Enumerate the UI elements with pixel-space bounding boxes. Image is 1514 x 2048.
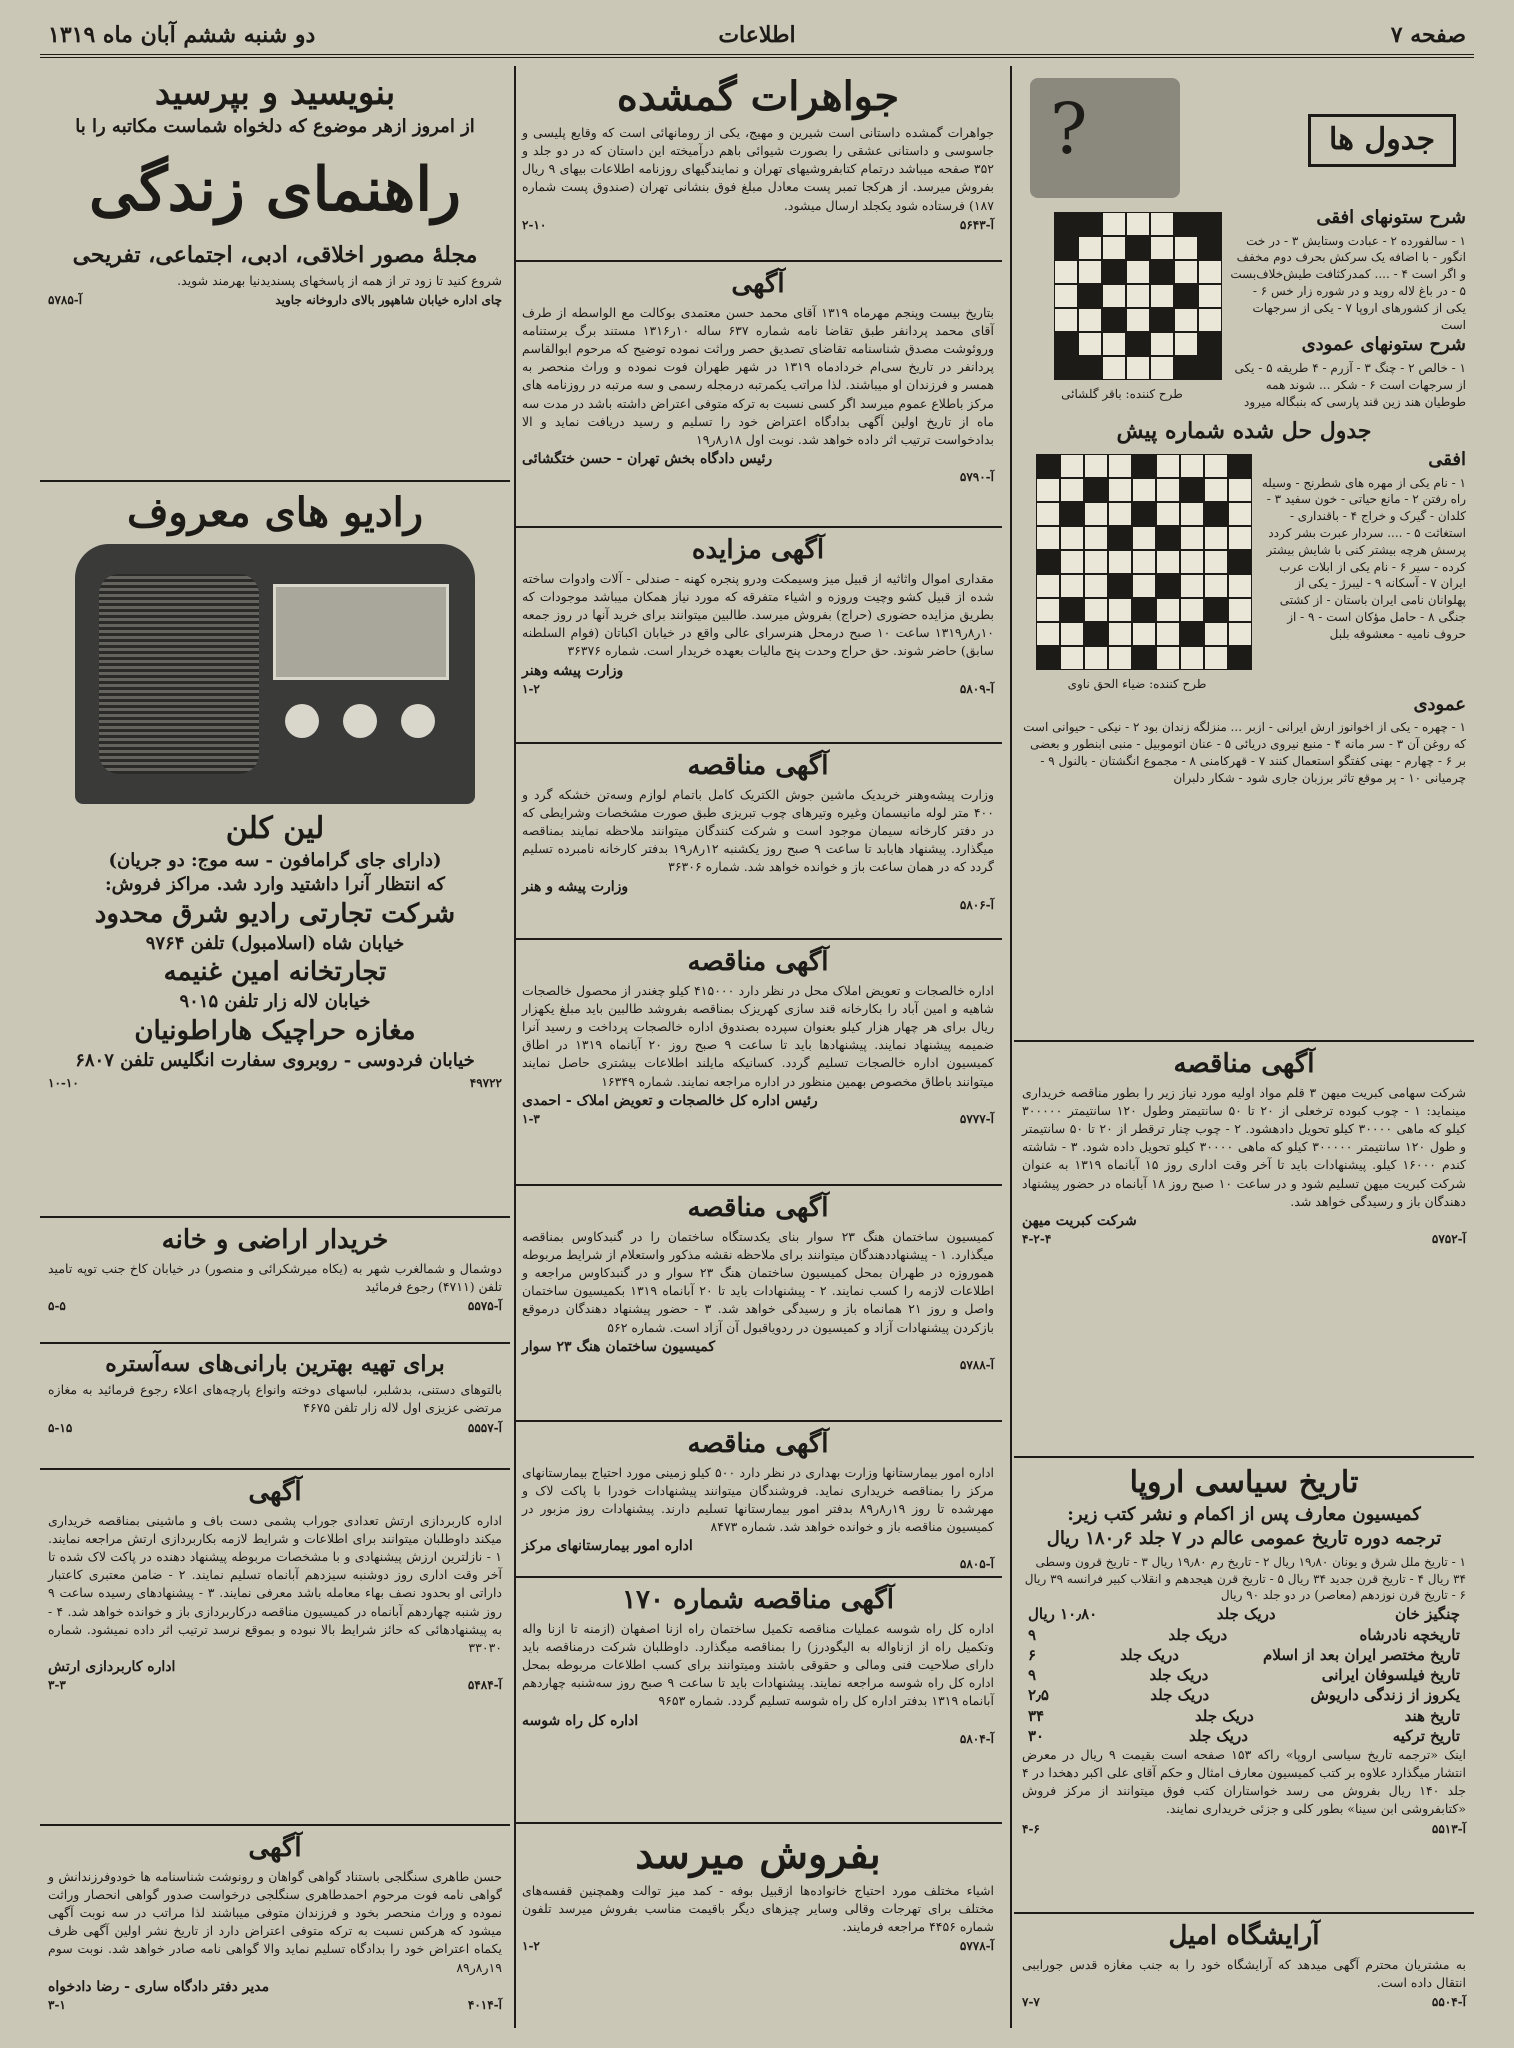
ad-code: آ-۵۶۴۳ [959, 217, 994, 232]
solved-crossword-title: جدول حل شده شماره پیش [1116, 417, 1372, 444]
book-name: چنگیز خان [1395, 1605, 1460, 1624]
ad-body: اداره کاربردازی ارتش تعدادی جوراب پشمی دست باف و ماشینی بمناقصه خریداری میکند داوطلبان میتوانند برای اطلاعات و شرایط لازمه بکاربردازی ارتش مراجعه نمایند. ۱ - نازلترین ارزش پیشنهادی و با مشخصات مربوطه پیشنهاد دهنده در پاکت لاک شده تا آخر وقت اداری روز دوشنبه سیزدهم آبانماه تسلیم نمایند. ۲ - ضامن معتبری کاعتبار داراتی او بحدود نصف بهاء معامله باشد معرفی نمایند. ۳ - پیشنهادهای رسیده ساعت ۹ روز شنبه چهاردهم آبانماه در کمیسیون مناقصه درکاربردازی باز و خوانده خواهد شد. ۴ - به پیشنهادهائی که حائز شرایط بالا نبوده و بموقع نرسد ترتیب اثر داده نمیشود. شماره ۳۳۰۳۰ [48, 1512, 503, 1655]
ad-title: آگهی مناقصه [687, 947, 829, 977]
ad-title: آگهی مناقصه شماره ۱۷۰ [622, 1585, 894, 1615]
ad-body: شرکت سهامی کبریت میهن ۳ قلم مواد اولیه مورد نیاز زیر را بطور مناقصه خریداری مینماید: ۱ - چوب کبوده ترخعلی از ۲۰ تا ۵۰ سانتیمتر وطول ۱۲۰ سانتیمتر ۳۰۰۰۰۰ کیلو که ماهی ۳۰۰۰۰ کیلو تحویل دادهشود. ۲ - چوب چنار ترقطر از ۲۰ تا ۵۰ سانتیمتر و طول ۱۲۰ سانتیمتر ۳۰۰۰۰۰ کیلو که ماهی ۳۰۰۰۰ کیلو تحویل داده شود. ۳ - شاشته کندم ۱۶۰۰۰ کیلو. پیشنهادات باید تا آخر وقت اداری روز ۱۵ آبانماه ۱۳۱۹ به عنوان شرکت کبریت میهن تسلیم شود و در ساعت ۱۰ صبح روز ۱۸ آبانماه در حضور پیشنهاد دهندگان باز و رسیدگی خواهد شد. [1022, 1084, 1467, 1209]
ad-code-2: ۲-۱۰ [522, 217, 547, 232]
book-price: ۳۴ [1028, 1706, 1045, 1725]
ad-code: آ-۵۸۰۵ [959, 1557, 994, 1572]
ad-title: تاریخ سیاسی اروپا [1129, 1465, 1359, 1500]
ad-line-1: ترجمه دوره تاریخ عمومی عالم در ۷ جلد ۶ر۱۸۰ ریال [1046, 1528, 1442, 1550]
ad-body: اشیاء مختلف مورد احتیاج خانواده‌ها ازقبیل بوفه - کمد میز توالت وهمچنین قفسه‌های مختلف برای تهرجات وقالی وسایر چیزهای دیگر باقیمت مناسب بفروش میرسد تلفون شماره ۴۴۵۶ مراجعه فرمایند. [522, 1883, 994, 1935]
ad-signature: رئیس اداره کل خالصجات و تعویض املاک - احمدی [522, 1092, 818, 1109]
ad-code: آ-۵۷۷۸ [959, 1939, 994, 1954]
book-row [1022, 1665, 1466, 1685]
ad-code: آ-۵۵۰۴ [1431, 1995, 1466, 2010]
ad-code-2: ۱-۲ [522, 1939, 540, 1954]
ad-code: آ-۵۵۷۵ [467, 1299, 502, 1314]
horizontal-clues-title: شرح ستونهای افقی [1316, 207, 1466, 228]
ad-title: بنویسید و بپرسید [154, 73, 396, 113]
ad-body: بالتوهای دستنی، بدشلبر، لباسهای دوخته وانواع پارچه‌های اعلاء رجوع فرمائید به مغازه مرتضی عزیزی اول لاله زار تلفن ۴۶۷۵ [48, 1382, 502, 1416]
ad-title: آگهی مزایده [691, 535, 825, 565]
ad-code-2: ۳-۱ [48, 1997, 66, 2012]
ad-code: آ-۵۸۰۴ [959, 1731, 994, 1746]
book-vol: دریک جلد [1120, 1645, 1179, 1664]
book-vol: دریک جلد [1216, 1605, 1276, 1624]
ad-body: اداره خالصجات و تعویض املاک محل در نظر دارد ۴۱۵۰۰۰ کیلو چغندر از محصول خالصجات شاهیه و امین آباد را بکارخانه قند سازی کهریزک بمناقصه بفروشد طالبین باید مبلغ یکهزار ریال برای هر چهار هزار کیلو بعنوان سپرده بصندوق اداره خالصجات پرداخت و رسید آنرا ضمیمه پیشنهاد نمایند. پیشنهادها باید تا ساعت ۹ صبح روز ۲۰ آبانماه ۱۳۱۹ در اطاق کمیسیون اداره خالصجات تسلیم گردد. کسانیکه مایلند اطلاعات بیشتری حاصل نمایند میتوانند باطاق مخصوص بهمین منظور در اداره مراجعه نمایند. شماره ۱۶۳۴۹ [522, 982, 995, 1089]
radio-address-3: خیابان فردوسی - روبروی سفارت انگلیس تلفن ۶۸۰۷ [75, 1049, 475, 1071]
ad-body: کمیسیون ساختمان هنگ ۲۳ سوار بنای یکدستگاه ساختمان را در گنبدکاوس بمناقصه میگذارد. ۱ - پیشنهاددهندگان میتوانند برای ملاحظه نقشه مذکور واستعلام از شرایط مربوطه هموروزه در طهران بمحل کمیسیون ساختمان هنگ ۲۳ سوار و در گنبدکاوس مراجعه و اطلاعات لازمه را کسب نمایند. ۲ - پیشنهادات باید تا ۲۰ آبانماه ۱۳۱۹ بکمیسیون ساختمان واصل و روز ۲۱ همانماه باز و رسیدگی خواهد شد. ۳ - حضور پیشنهاد دهندگان درموقع بازکردن پیشنهادات آزاد و کمیسیون در ردویاقبول آن آزاد است. شماره ۵۶۲ [522, 1228, 995, 1335]
ad-army-socks [40, 1470, 510, 1826]
book-price-list [1022, 1604, 1466, 1746]
ad-subtitle: از امروز ازهر موضوع که دلخواه شماست مکاتبه را با [75, 116, 475, 138]
ad-line-2: ۱ - تاریخ ملل شرق و یونان ۱۹٫۸۰ ریال ۲ - تاریخ رم ۱۹٫۸۰ ریال ۳ - تاریخ قرون وسطی ۳۴ ریال ۴ - تاریخ قرن جدید ۳۴ ریال ۵ - تاریخ قرن هیجدهم و انقلاب کبیر فرانسه ۳۹ ریال ۶ - تاریخ قرن نوزدهم (معاصر) در دو جلد ۹۰ ریال [1024, 1554, 1466, 1603]
ad-inheritance-notice [40, 1826, 510, 2020]
ad-barber-shop [1014, 1914, 1474, 2017]
crossword-section [1014, 66, 1474, 1042]
ad-code: آ-۵۷۹۰ [959, 469, 994, 484]
radio-knobs [285, 704, 435, 744]
radio-company-1: شرکت تجارتی رادیو شرق محدود [94, 898, 456, 929]
magazine-name: راهنمای زندگی [89, 154, 461, 225]
ad-code: آ-۵۸۰۹ [959, 681, 994, 696]
radio-dial [273, 584, 449, 680]
newspaper-name: اطلاعات [718, 22, 796, 48]
book-vol: دریک جلد [1149, 1666, 1209, 1685]
book-name: تاریخ هند [1404, 1706, 1460, 1725]
crossword-cartoon-image: ? [1030, 78, 1180, 198]
ad-tender-welding-machine [514, 744, 1002, 940]
ad-europe-history-books [1014, 1458, 1474, 1914]
book-row [1022, 1706, 1466, 1726]
ad-title: بفروش میرسد [635, 1831, 881, 1878]
radio-image [75, 544, 475, 804]
book-name: تاریخچه نادرشاه [1359, 1625, 1460, 1644]
radio-brand: لین کلن [225, 811, 325, 846]
radio-company-3: مغازه حراچیک هاراطونیان [134, 1016, 416, 1047]
ad-title: آگهی مناقصه [1173, 1049, 1315, 1079]
book-price: ۶ [1028, 1645, 1037, 1664]
page-number: صفحه ۷ [1390, 22, 1466, 48]
ad-code-2: ۵-۱۵ [48, 1420, 73, 1435]
vertical-clues-title: شرح ستونهای عمودی [1301, 334, 1466, 356]
ad-lost-jewels-novel [514, 66, 1002, 262]
solved-vertical-title: عمودی [1413, 693, 1466, 715]
page-header [40, 18, 1474, 58]
ad-signature: اداره کاربردازی ارتش [48, 1658, 176, 1675]
crossword-grid [1022, 212, 1222, 380]
ad-title: آگهی مناقصه [687, 1429, 829, 1459]
ad-signature: اداره کل راه شوسه [522, 1712, 639, 1729]
ad-code: آ-۴۰۱۴ [467, 1997, 502, 2012]
ad-code: آ-۵۵۵۷ [467, 1420, 502, 1435]
ad-title: آگهی [248, 1477, 302, 1507]
ad-subtitle: کمیسیون معارف پس از اکمام و نشر کتب زیر: [1067, 1503, 1421, 1525]
ad-tender-hospitals [514, 1422, 1002, 1578]
ad-code: آ-۵۷۵۲ [1431, 1231, 1466, 1246]
radio-address-1: خیابان شاه (اسلامبول) تلفن ۹۷۶۴ [145, 932, 405, 954]
column-divider [1010, 66, 1012, 2028]
left-column [40, 66, 510, 2028]
ad-title: خریدار اراضی و خانه [161, 1225, 389, 1255]
book-name: تاریخ فیلسوفان ایرانی [1321, 1666, 1460, 1685]
ad-signature: اداره امور بیمارستانهای مرکز [522, 1538, 693, 1555]
ad-signature: شرکت کبریت میهن [1022, 1212, 1137, 1229]
ad-title: برای تهیه بهترین بارانی‌های سه‌آستره [105, 1351, 445, 1377]
book-price: ۹ [1028, 1666, 1037, 1685]
solved-horizontal-title: افقی [1428, 448, 1466, 470]
ad-body: مقداری اموال واثاثیه از قبیل میز وسیمکت ودرو پنجره کهنه - صندلی - آلات وادوات ساخته شده از قبیل کشو وچیت وروزه و اشیاء متفرقه که مورد نیاز همکان میباشد موجودات که بطریق مزایده حضوری (حراج) بفروش میرسد. طالبین میتوانند برای خرید آنها در روز جمعه ۱۰ر۸ر۱۳۱۹ ساعت ۱۰ صبح درمحل هنرسرای عالی واقع در خیابان اکباتان (فوام السلطنه سابق) حاضر شوند. حق حراج وحدت پنج مالیات بعهده خریدار است. شماره ۳۶۳۷۶ [522, 570, 994, 659]
ad-title: جواهرات گمشده [616, 73, 900, 120]
ad-body: به مشتریان محترم آگهی میدهد که آرایشگاه خود را به جنب مغازه قدس جوراببی انتقال داده است. [1022, 1956, 1466, 1991]
ad-body: وزارت پیشه‌وهنر خریدیک ماشین جوش الکتریک کامل باتمام لوازم وسه‌تن خشکه گرد و ۴۰۰ متر لوله مانیسمان وغیره وتیرهای چوب تبریزی طبق صورت مشخصات وشرایطی که در دفتر کارخانه سیمان موجود است و شرکت کنندگان میتوانند ملاحظه نمایند بمناقصه میگذارد. پیشنهاد هابابد تا ساعت ۹ صبح روز یکشنبه ۱۲ر۸ر۱۹ بدفتر کارخانه نامبرده تسلیم گردد که در همان ساعت باز و خوانده خواهد شد. شماره ۳۶۳۰۶ [522, 786, 994, 875]
radio-line: که انتظار آنرا داشتید وارد شد. مراکز فروش: [105, 874, 445, 896]
middle-column [514, 66, 1002, 2028]
magazine-subtitle: مجلهٔ مصور اخلاقی، ادبی، اجتماعی، تفریحی [72, 241, 478, 268]
ad-code-2: ۱-۲ [522, 681, 540, 696]
ad-code-2: ۷-۷ [1022, 1995, 1040, 2010]
ad-signature: کمیسیون ساختمان هنگ ۲۳ سوار [522, 1338, 716, 1355]
ad-code: آ-۵۸۰۶ [959, 897, 994, 912]
ad-body: بتاریخ بیست وپنجم مهرماه ۱۳۱۹ آقای محمد حسن معتمدی بوکالت مع الواسطه از طرف آقای محمد پردانفر طبق تقاضا نامه شماره ۶۳۷ ساله ۱۰ر۱۳۱۶ مستند برگ برستنامه وروئوشت مصدق شناسنامه تقاضای تصدیق حصر وراثت نموده توضیح که مرحوم ابوالقاسم پردانفر در تاریخ سی‌ام خردادماه ۱۳۱۹ در شهر طهران فوت نموده و وراث منحصر به همسر و فرزندان او میباشند. لذا مراتب یکمرتبه درمجله رسمی و سه مرتبه در روزنامه های مرکز باطلاع عموم میرسد اگر کسی نسبت به ترکه متوفی اعتراض داشته باشد در مدت سه ماه از تاریخ اولین آگهی بدادگاه اعتراض خود را تسلیم و رسید دریافت نماید و الا بدادخواست ترتیب اثر داده خواهد شد. نوبت اول ۱۸ر۸ر۱۹ [522, 304, 995, 447]
book-price: ۱۰٫۸۰ ریال [1028, 1605, 1098, 1624]
ad-life-guide-magazine [40, 66, 510, 482]
ad-auction [514, 528, 1002, 744]
ad-code: آ-۵۵۱۳ [1431, 1821, 1466, 1836]
book-price: ۲٫۵ [1028, 1686, 1049, 1705]
ad-code: آ-۵۴۸۴ [467, 1677, 502, 1692]
ad-code: آ-۵۷۸۵ [48, 293, 83, 308]
ad-tender-170-road [514, 1578, 1002, 1824]
ad-court-notice [514, 262, 1002, 528]
solved-vertical-clues: ۱ - چهره - یکی از اخوانوز ارش ایرانی - ازبر ... منزلگه زندان بود ۲ - نیکی - حیوانی است که روغن آن ۳ - سر مانه ۴ - منبع نیروی دریائی ۵ - عنان اتوموبیل - منبی ابنطور و بعضی بر ۶ - چهارم - بهنی کفتگو استعمال کنند ۷ - قهرکامنی ۸ - مجموع انگشتان - بالنول ۹ - چرمیانی ۱۰ - پر موقع تاثر برزبان جاری شود - شکار دلبران [1023, 720, 1466, 785]
ad-title: آرایشگاه امیل [1168, 1921, 1320, 1951]
ad-body: اینک «ترجمه تاریخ سیاسی اروپا» راکه ۱۵۳ صفحه است بقیمت ۹ ریال در معرض انتشار میگذارد علاوه بر کتب کمیسیون معارف امثال و حکم آقای علی اکبر دهخدا در ۴ جلد ۱۴۰ ریال بفروش می رسد خواستاران کتب فوق میتوانند از مرکز فروش «کتابفروشی ابن سینا» بطور کلی و جزئی خریداری نمایند. [1022, 1747, 1467, 1817]
ad-address: چای اداره خیابان شاهپور بالای داروخانه جاوید [275, 293, 502, 308]
ad-for-sale [514, 1824, 1002, 1961]
ad-signature: وزارت پیشه و هنر [522, 878, 629, 895]
ad-tender-beets [514, 940, 1002, 1186]
book-price: ۹ [1028, 1625, 1037, 1644]
ad-code: ۴۹۷۲۲ [469, 1075, 502, 1090]
ad-code-2: ۴-۶ [1022, 1821, 1040, 1836]
ad-code-2: ۴-۲-۴ [1022, 1231, 1052, 1246]
solved-crossword-designer: طرح کننده: ضیاء الحق ناوی [1067, 676, 1207, 691]
ad-signature: مدیر دفتر دادگاه ساری - رضا دادخواه [48, 1978, 270, 1995]
ad-code-2: ۵-۵ [48, 1299, 66, 1314]
solved-horizontal-clues: ۱ - نام یکی از مهره های شطرنج - وسیله راه رفتن ۲ - مانع حیاتی - خون سفید ۳ - کلدان - گیرک و خراج ۴ - باقنداری - استغاثت ۵ - .... سردار عبرت بشر کردد پرسش هرچه بیشتر کنی با شایش بیشتر کرده - سیر ۶ - نام یکی از ابلات عرب ایران ۷ - آسکانه ۹ - لیبرژ - یکی از پهلوانان نامی ایران باستان - از کشتی جنگی ۸ - حامل مؤکان است - ۹ - از حروف نامیه - معشوقه بلبل [1261, 475, 1466, 641]
issue-date: دو شنبه ششم آبان ماه ۱۳۱۹ [48, 22, 316, 48]
ad-title: آگهی [248, 1833, 302, 1863]
ad-tender-match-company [1014, 1042, 1474, 1458]
radio-address-2: خیابان لاله زار تلفن ۹۰۱۵ [179, 991, 371, 1013]
book-name: یکروز از زندگی داریوش [1310, 1686, 1460, 1705]
ad-title: آگهی مناقصه [687, 751, 829, 781]
ad-signature: وزارت پیشه وهنر [522, 662, 624, 679]
ad-code-2: ۱۰-۱۰ [48, 1075, 79, 1090]
ad-body: حسن طاهری سنگلجی باستناد گواهی گواهان و رونوشت شناسنامه ها خودوفرزندانش و گواهی نامه فوت مرحوم احمدطاهری سنگلجی درخواست صدور گواهی انحصار وراثت نموده و وراث منحصر بخود و فرزندان متوفی میباشند لذا مراتب در سه نوبت آگهی میشود که هرکس نسبت به ترکه متوفی اعتراض دارد از تاریخ نشر اولین آگهی ظرف یکماه اعتراض خود را بدادگاه تسلیم نماید والا گواهی نامه صادر خواهد شد. نوبت سوم ۱۹ر۸ر۸۹ [48, 1868, 502, 1975]
ad-body: جواهرات گمشده داستانی است شیرین و مهیج، یکی از رومانهائی است که وقایع پلیسی و جاسوسی و داستانی عشقی را بصورت شیوائی باهم درآمیخته این داستان که در دو جلد و ۳۵۲ صفحه میباشد درتمام کتابفروشیهای تهران و نمایندگیهای روزنامه اطلاعات بیهای ۹ ریال بفروش میرسد. از هرکجا تمبر پست معادل مبلغ فوق بنشانی تهران (صندوق پست شماره ۱۸۷) فرستاده شود یکجلد ارسال میشود. [522, 125, 995, 213]
book-row [1022, 1645, 1466, 1665]
book-vol: دریک جلد [1150, 1686, 1210, 1705]
ad-body: اداره امور بیمارستانها وزارت بهداری در نظر دارد ۵۰۰ کیلو زمینی مورد احتیاج بیمارستانهای مرکز را بمناقصه خریداری نماید. فروشندگان میتوانند پیشنهادات خودرا با پاکت لاک و مهرشده تا روز ۱۹ر۸ر۸۹ بدفتر امور بیمارستانها تسلیم دارند. پیشنهادات روز مزبور در کمیسیون مناقصه باز و خوانده خواهد شد. شماره ۸۴۷۳ [522, 1464, 995, 1535]
right-column [1014, 66, 1474, 2028]
crossword-designer: طرح کننده: باقر گلشائی [1061, 387, 1183, 401]
ad-body: اداره کل راه شوسه عملیات مناقصه تکمیل ساختمان راه ازنا اصفهان (ازمنه تا ازنا واله وتکمیل راه از ازناواله به الیگودرز) را بمناقصه میگذارد. داوطلبان شرکت درمناقصه باید دارای صلاحیت فنی ومالی و حقوقی باشند ومیتوانند برای کسب اطلاعات مربوطه بمحل اداره کل راه شوسه مراجعه نمایند. پیشنهادات باید تا ساعت ۹ صبح روز سه‌شنبه چهاردهم آبانماه ۱۳۱۹ بدفتر اداره کل راه شوسه تسلیم گردد. شماره ۹۶۵۳ [522, 1620, 995, 1709]
crossword-title: جدول ها [1308, 114, 1456, 167]
radio-speaker-grille [99, 574, 259, 774]
ad-body: شروع کنید تا زود تر از همه از پاسخهای پسندیدنیا بهرمند شوید. [177, 273, 502, 289]
ad-raincoats [40, 1344, 510, 1470]
book-row [1022, 1625, 1466, 1645]
book-row [1022, 1604, 1466, 1624]
ad-radio [40, 482, 510, 1218]
horizontal-clues: ۱ - سالفورده ۲ - عبادت وستایش ۳ - در خت انگور - با اضافه یک سرکش بحرف دوم مخفف و اگر است ۴ - .... کمدرکثافت طیش‌خلاف‌بست ۵ - در باغ لاله روید و در شوره زار خس ۶ - یکی از کشورهای اروپا ۷ - یکی از سرجهات است [1230, 233, 1466, 332]
radio-company-2: تجارتخانه امین غنیمه [163, 957, 387, 988]
ad-code-2: ۱-۳ [522, 1111, 540, 1126]
vertical-clues: ۱ - خالص ۲ - چنگ ۳ - آزرم - ۴ طریقه ۵ - یکی از سرجهات است ۶ - شکر ... شوند همه طوطیان هند زین قند پارسی که بنبگاله میرود [1234, 361, 1466, 409]
book-row [1022, 1726, 1466, 1746]
book-vol: دریک جلد [1168, 1625, 1228, 1644]
ad-land-buyer [40, 1218, 510, 1344]
ad-title: آگهی [731, 269, 785, 299]
book-row [1022, 1685, 1466, 1705]
ad-code: آ-۵۷۷۷ [959, 1111, 994, 1126]
solved-crossword-grid [1022, 454, 1252, 670]
ad-body: دوشمال و شمالغرب شهر به (یکاه میرشکرائی و منصور) در خیابان کاخ جنب توپه تامید تلفن (۴۷۱۱) رجوع فرمائید [48, 1260, 502, 1295]
ad-code-2: ۳-۳ [48, 1677, 66, 1692]
ad-title: رادیو های معروف [126, 489, 424, 536]
ad-tender-building [514, 1186, 1002, 1422]
book-name: تاریخ ترکیه [1392, 1726, 1460, 1745]
radio-spec: (دارای جای گرامافون - سه موج: دو جریان) [108, 849, 442, 871]
book-name: تاریخ مختصر ایران بعد از اسلام [1263, 1645, 1460, 1664]
book-price: ۳۰ [1028, 1726, 1045, 1745]
book-vol: دریک جلد [1194, 1706, 1254, 1725]
book-vol: دریک جلد [1189, 1726, 1248, 1745]
ad-title: آگهی مناقصه [687, 1193, 829, 1223]
ad-signature: رئیس دادگاه بخش تهران - حسن ختگشائی [522, 450, 773, 467]
ad-code: آ-۵۷۸۸ [959, 1357, 994, 1372]
